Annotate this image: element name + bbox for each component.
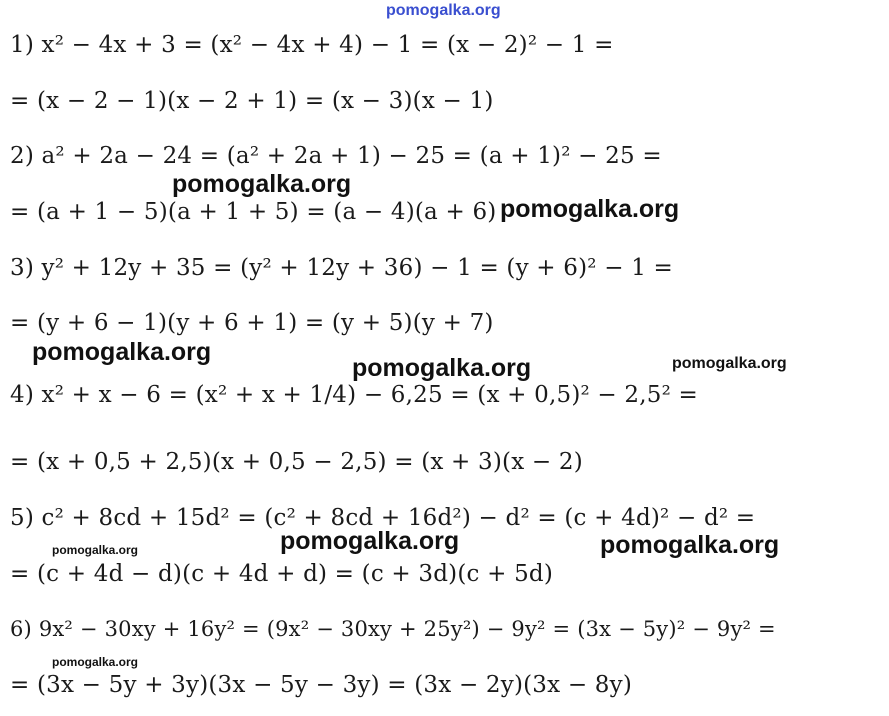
watermark: pomogalka.org <box>352 354 532 382</box>
math-line-2b: = (a + 1 − 5)(a + 1 + 5) = (a − 4)(a + 6) <box>10 199 497 225</box>
math-line-5a: 5) c² + 8cd + 15d² = (c² + 8cd + 16d²) − d² = (c + 4d)² − d² = <box>10 505 756 531</box>
watermark: pomogalka.org <box>672 355 787 372</box>
math-line-1a: 1) x² − 4x + 3 = (x² − 4x + 4) − 1 = (x − 2)² − 1 = <box>10 32 614 58</box>
math-line-5b: = (c + 4d − d)(c + 4d + d) = (c + 3d)(c + 5d) <box>10 561 554 587</box>
watermark: pomogalka.org <box>172 170 352 198</box>
math-line-3a: 3) y² + 12y + 35 = (y² + 12y + 36) − 1 = (y + 6)² − 1 = <box>10 255 674 281</box>
math-line-6b: = (3x − 5y + 3y)(3x − 5y − 3y) = (3x − 2y)(3x − 8y) <box>10 672 633 698</box>
math-line-2a: 2) a² + 2a − 24 = (a² + 2a + 1) − 25 = (a + 1)² − 25 = <box>10 143 662 169</box>
watermark: pomogalka.org <box>32 338 212 366</box>
math-line-4b: = (x + 0,5 + 2,5)(x + 0,5 − 2,5) = (x + 3)(x − 2) <box>10 449 583 475</box>
math-line-1b: = (x − 2 − 1)(x − 2 + 1) = (x − 3)(x − 1) <box>10 88 494 114</box>
math-line-3b: = (y + 6 − 1)(y + 6 + 1) = (y + 5)(y + 7) <box>10 310 494 336</box>
watermark: pomogalka.org <box>280 527 460 555</box>
math-line-6a: 6) 9x² − 30xy + 16y² = (9x² − 30xy + 25y²) − 9y² = (3x − 5y)² − 9y² = <box>10 617 776 641</box>
math-line-4a: 4) x² + x − 6 = (x² + x + 1/4) − 6,25 = (x + 0,5)² − 2,5² = <box>10 382 698 408</box>
watermark: pomogalka.org <box>52 543 139 557</box>
watermark: pomogalka.org <box>500 195 680 223</box>
watermark: pomogalka.org <box>52 655 139 669</box>
watermark: pomogalka.org <box>600 531 780 559</box>
watermark-top: pomogalka.org <box>386 2 501 19</box>
